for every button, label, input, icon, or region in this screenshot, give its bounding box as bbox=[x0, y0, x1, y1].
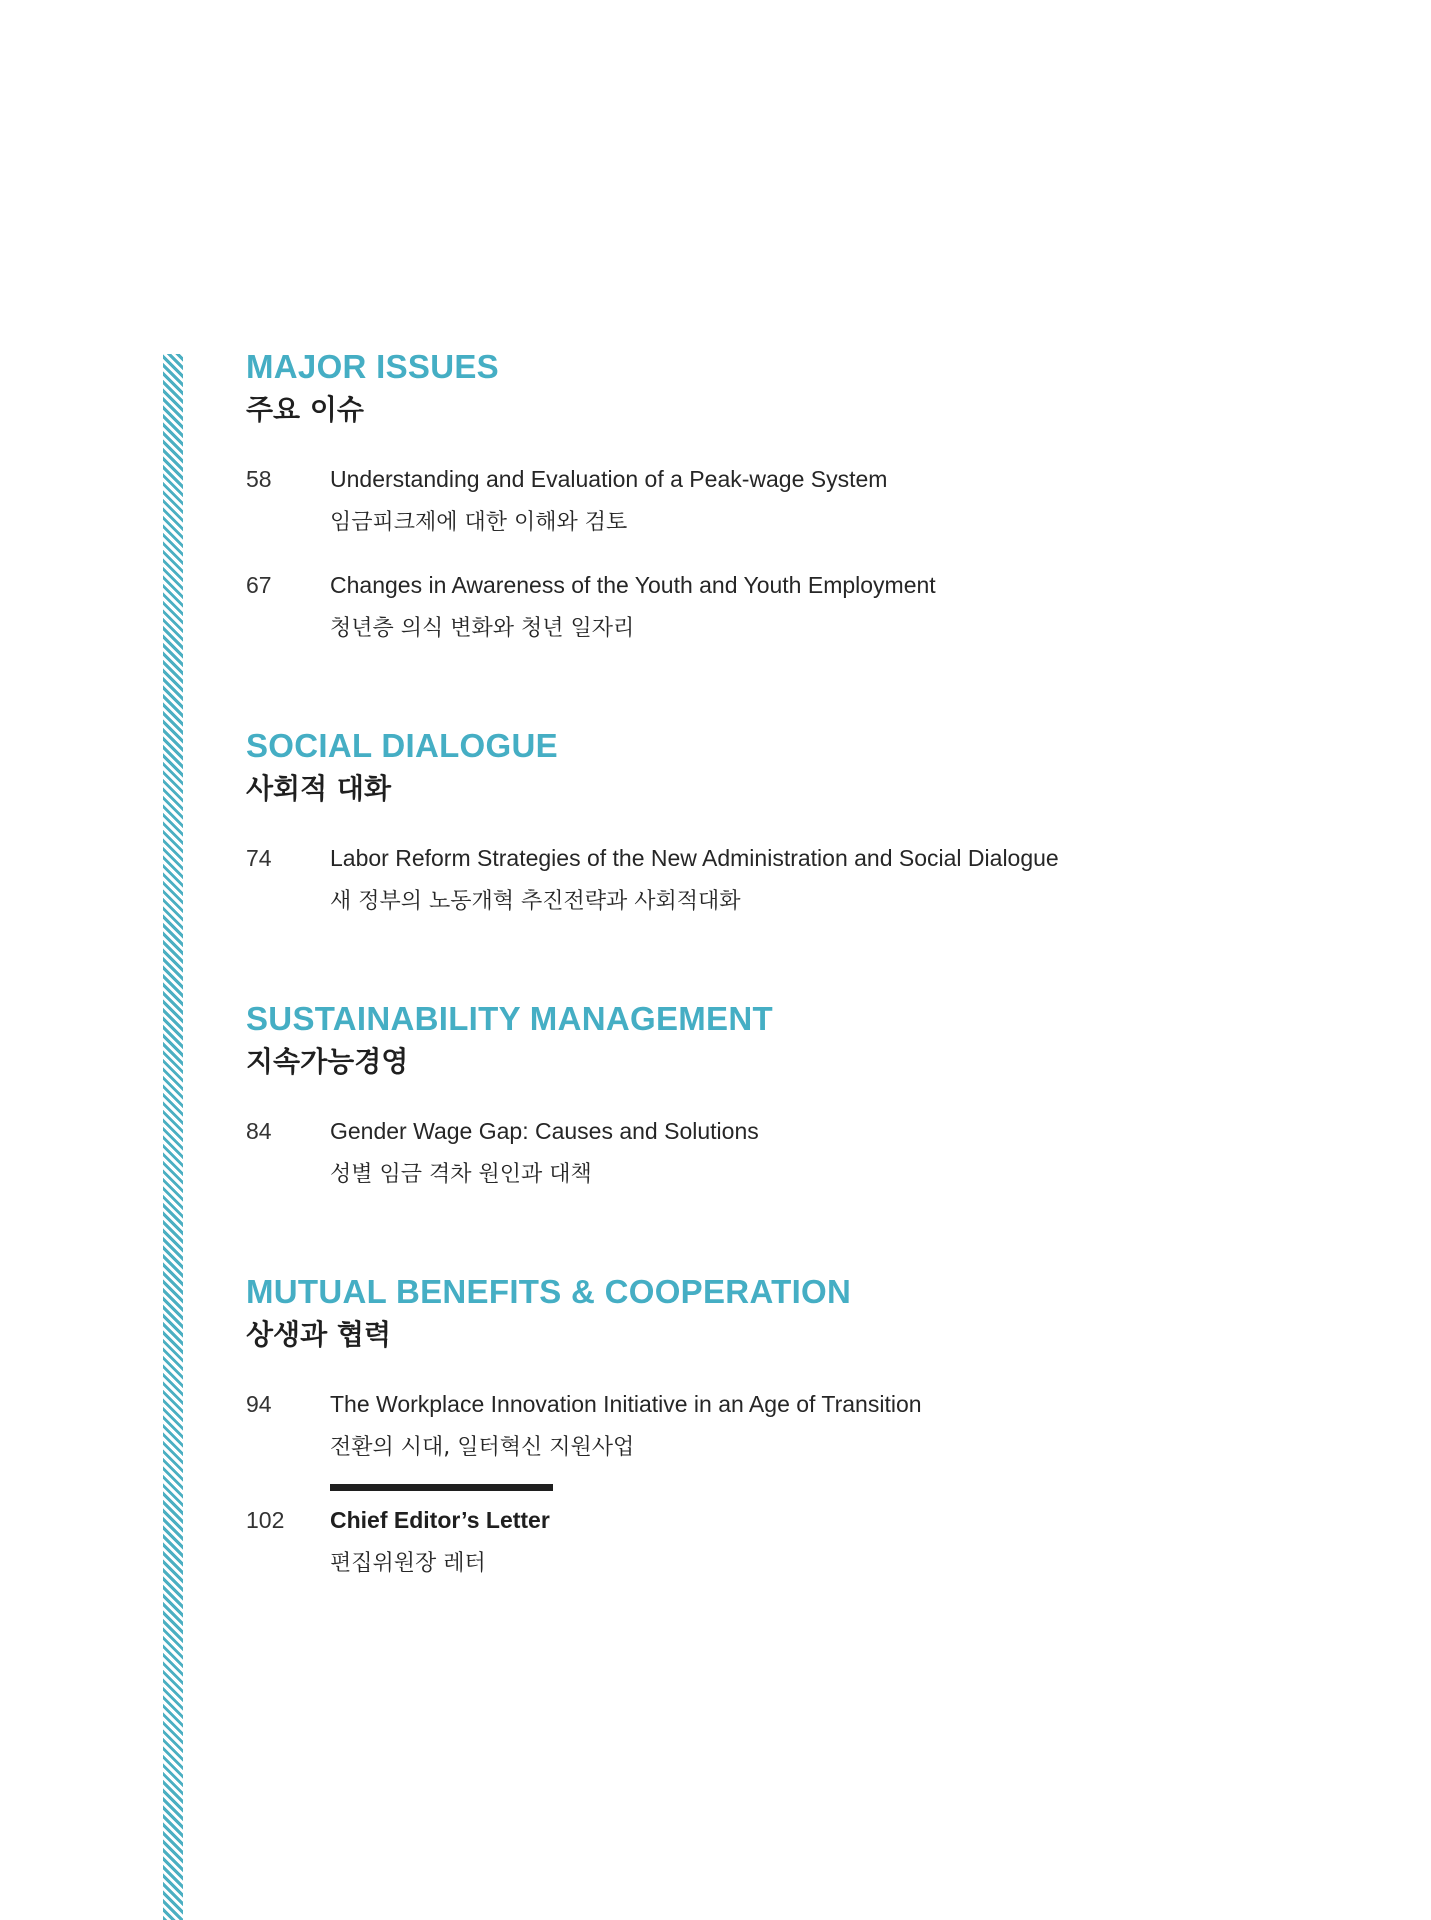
entry-title-ko: 임금피크제에 대한 이해와 검토 bbox=[330, 510, 628, 535]
section-title-en: SUSTAINABILITY MANAGEMENT bbox=[246, 1000, 773, 1037]
entry-text bbox=[330, 1110, 759, 1196]
entry-title-ko: 청년층 의식 변화와 청년 일자리 bbox=[330, 616, 635, 641]
page-number: 84 bbox=[246, 1118, 272, 1144]
table-of-contents bbox=[246, 347, 1346, 1545]
section-title-ko: 지속가능경영 bbox=[246, 1045, 409, 1078]
entry-title-en: Labor Reform Strategies of the New Administration and Social Dialogue bbox=[330, 845, 1059, 871]
entry-text bbox=[330, 458, 887, 544]
toc-entry[interactable] bbox=[246, 564, 1346, 650]
section-title-ko: 사회적 대화 bbox=[246, 772, 391, 805]
entry-title-en: The Workplace Innovation Initiative in an Age of Transition bbox=[330, 1391, 922, 1417]
entry-list bbox=[246, 1110, 1346, 1196]
letter-title-en: Chief Editor’s Letter bbox=[330, 1507, 550, 1533]
section-sustainability-management bbox=[246, 999, 1346, 1196]
section-social-dialogue bbox=[246, 726, 1346, 923]
entry-title-ko: 성별 임금 격차 원인과 대책 bbox=[330, 1162, 592, 1187]
section-title-ko: 상생과 협력 bbox=[246, 1318, 391, 1351]
section-major-issues bbox=[246, 347, 1346, 650]
page-number: 102 bbox=[246, 1507, 285, 1533]
letter-title-ko: 편집위원장 레터 bbox=[330, 1551, 486, 1576]
entry-title-en: Gender Wage Gap: Causes and Solutions bbox=[330, 1118, 759, 1144]
section-title-en: MAJOR ISSUES bbox=[246, 348, 499, 385]
entry-text bbox=[330, 1383, 922, 1469]
toc-entry[interactable] bbox=[246, 1110, 1346, 1196]
decorative-stripe bbox=[163, 354, 183, 1920]
entry-text bbox=[330, 837, 1059, 923]
page-number: 94 bbox=[246, 1391, 272, 1417]
entry-list bbox=[246, 837, 1346, 923]
section-title-ko: 주요 이슈 bbox=[246, 393, 364, 426]
entry-title-ko: 새 정부의 노동개혁 추진전략과 사회적대화 bbox=[330, 889, 741, 914]
toc-entry[interactable] bbox=[246, 1383, 1346, 1469]
entry-list bbox=[246, 458, 1346, 650]
entry-text bbox=[330, 564, 936, 650]
entry-title-ko: 전환의 시대, 일터혁신 지원사업 bbox=[330, 1435, 635, 1460]
entry-title-en: Changes in Awareness of the Youth and Youth Employment bbox=[330, 572, 936, 598]
entry-title-en: Understanding and Evaluation of a Peak-wage System bbox=[330, 466, 888, 492]
entry-text bbox=[330, 1484, 553, 1585]
toc-entry[interactable] bbox=[246, 458, 1346, 544]
page-number: 74 bbox=[246, 845, 272, 871]
page-number: 58 bbox=[246, 466, 272, 492]
entry-list bbox=[246, 1383, 1346, 1469]
section-title-en: SOCIAL DIALOGUE bbox=[246, 727, 558, 764]
divider-bar bbox=[330, 1484, 553, 1491]
chief-editor-letter-entry[interactable] bbox=[246, 1484, 553, 1585]
toc-entry[interactable] bbox=[246, 837, 1346, 923]
section-title-en: MUTUAL BENEFITS & COOPERATION bbox=[246, 1273, 852, 1310]
section-mutual-benefits bbox=[246, 1272, 1346, 1469]
page-number: 67 bbox=[246, 572, 272, 598]
